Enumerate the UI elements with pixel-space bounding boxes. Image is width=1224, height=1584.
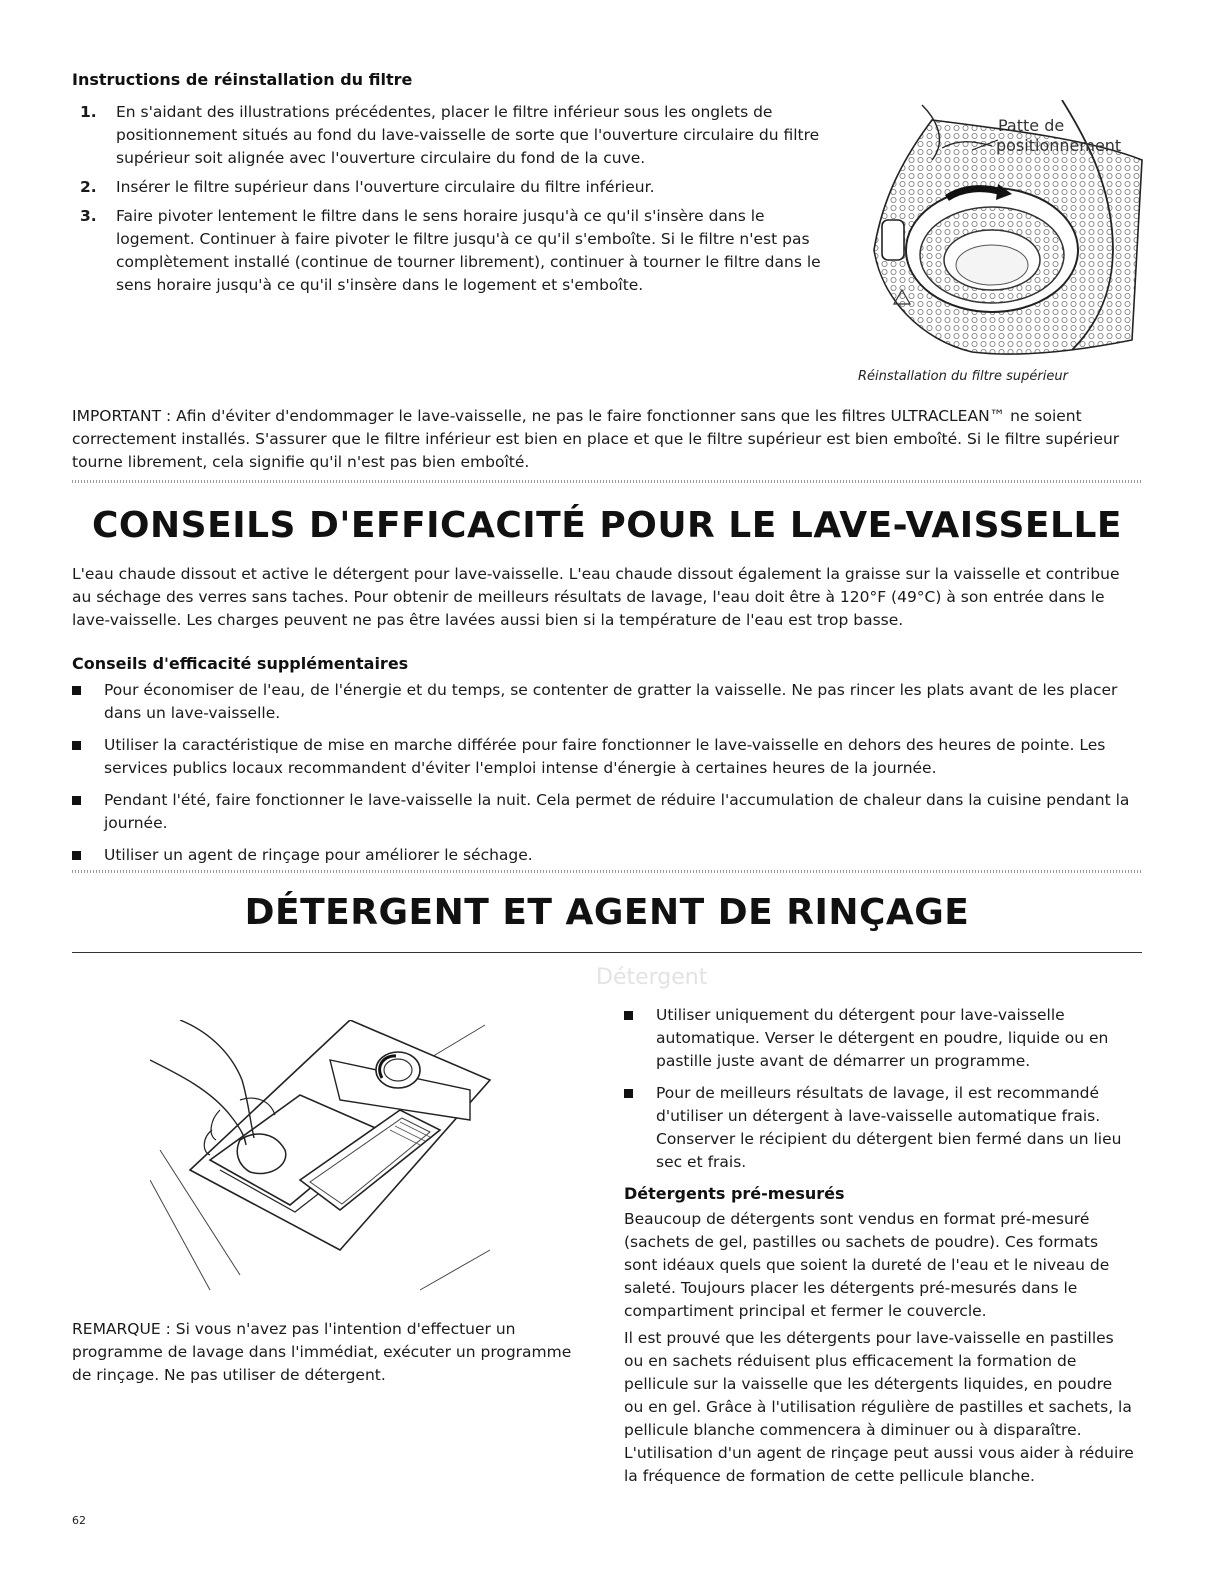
step-number: 3. <box>80 207 97 225</box>
figure-label: positionnement <box>996 136 1122 155</box>
reinstall-heading: Instructions de réinstallation du filtre <box>72 70 413 89</box>
step-number: 2. <box>80 178 97 196</box>
list-item-text: Utiliser uniquement du détergent pour lave-vaisselle automatique. Verser le détergent en poudre, liquide ou en pastille juste avant de démarrer un programme. <box>656 1006 1109 1070</box>
bullet-icon <box>72 851 81 860</box>
important-note: IMPORTANT : Afin d'éviter d'endommager le lave-vaisselle, ne pas le faire fonctionner sans que les filtres ULTRACLEAN™ ne soient correctement installés. S'assurer que le filtre inférieur est bien en place et que le filtre supérieur est bien emboîté. Si le filtre supérieur tourne librement, cela signifie qu'il n'est pas bien emboîté. <box>72 407 1120 471</box>
bullet-icon <box>624 1011 633 1020</box>
list-item-text: Utiliser un agent de rinçage pour améliorer le séchage. <box>104 846 533 864</box>
title-rule <box>72 952 1142 953</box>
list-item-text: Utiliser la caractéristique de mise en marche différée pour faire fonctionner le lave-vaisselle en dehors des heures de pointe. Les services publics locaux recommandent d'éviter l'emploi intense d'énergie à certaines heures de la journée. <box>104 736 1106 777</box>
section-divider <box>72 870 1142 873</box>
step-text: Insérer le filtre supérieur dans l'ouverture circulaire du filtre inférieur. <box>116 178 655 196</box>
premeasured-paragraph: Beaucoup de détergents sont vendus en format pré-mesuré (sachets de gel, pastilles ou sachets de poudre). Ces formats sont idéaux quels que soient la dureté de l'eau et le niveau de saleté. Toujours placer les détergents pré-mesurés dans le compartiment principal et fermer le couvercle. <box>624 1210 1110 1320</box>
list-item <box>624 1082 1134 1174</box>
list-item <box>72 734 1142 780</box>
list-item <box>72 844 1142 867</box>
step-text: Faire pivoter lentement le filtre dans le sens horaire jusqu'à ce qu'il s'insère dans le logement. Continuer à faire pivoter le filtre jusqu'à ce qu'il s'emboîte. Si le filtre n'est pas complètement installé (continue de tourner librement), continuer à tourner le filtre dans le sens horaire jusqu'à ce qu'il s'insère dans le logement et s'emboîte. <box>116 207 821 294</box>
bullet-icon <box>72 796 81 805</box>
bullet-icon <box>624 1089 633 1098</box>
step-number: 1. <box>80 103 97 121</box>
list-item <box>624 1004 1134 1073</box>
ghost-heading: Détergent <box>596 965 708 990</box>
tips-intro: L'eau chaude dissout et active le détergent pour lave-vaisselle. L'eau chaude dissout également la graisse sur la vaisselle et contribue au séchage des verres sans taches. Pour obtenir de meilleurs résultats de lavage, l'eau doit être à 120°F (49°C) à son entrée dans le lave-vaisselle. Les charges peuvent ne pas être lavées aussi bien si la température de l'eau est trop basse. <box>72 565 1120 629</box>
section-title: CONSEILS D'EFFICACITÉ POUR LE LAVE-VAISSELLE <box>92 505 1122 546</box>
step-text: En s'aidant des illustrations précédentes, placer le filtre inférieur sous les onglets de positionnement situés au fond du lave-vaisselle de sorte que l'ouverture circulaire du filtre supérieur soit alignée avec l'ouverture circulaire du fond de la cuve. <box>116 103 820 167</box>
bullet-icon <box>72 741 81 750</box>
premeasured-paragraph: Il est prouvé que les détergents pour lave-vaisselle en pastilles ou en sachets réduisent plus efficacement la formation de pellicule sur la vaisselle que les détergents liquides, en poudre ou en gel. Grâce à l'utilisation régulière de pastilles et sachets, la pellicule blanche commencera à diminuer ou à disparaître. L'utilisation d'un agent de rinçage peut aussi vous aider à réduire la fréquence de formation de cette pellicule blanche. <box>624 1329 1134 1485</box>
remark-note: REMARQUE : Si vous n'avez pas l'intention d'effectuer un programme de lavage dans l'immédiat, exécuter un programme de rinçage. Ne pas utiliser de détergent. <box>72 1320 572 1384</box>
list-item <box>72 176 842 199</box>
list-item-text: Pendant l'été, faire fonctionner le lave-vaisselle la nuit. Cela permet de réduire l'accumulation de chaleur dans la cuisine pendant la journée. <box>104 791 1130 832</box>
figure-label: Patte de <box>998 116 1065 135</box>
list-item <box>72 205 842 297</box>
list-item <box>72 789 1142 835</box>
bullet-icon <box>72 686 81 695</box>
dispenser-illustration <box>150 1020 495 1295</box>
reinstall-steps <box>72 101 842 303</box>
figure-caption: Réinstallation du filtre supérieur <box>858 369 1068 384</box>
section-title: DÉTERGENT ET AGENT DE RINÇAGE <box>244 892 970 933</box>
list-item <box>72 101 842 170</box>
detergent-list <box>624 1004 1134 1183</box>
list-item-text: Pour de meilleurs résultats de lavage, il est recommandé d'utiliser un détergent à lave-vaisselle automatique frais. Conserver le récipient du détergent bien fermé dans un lieu sec et frais. <box>656 1084 1122 1171</box>
premeasured-heading: Détergents pré-mesurés <box>624 1184 845 1203</box>
page-number: 62 <box>72 1514 86 1527</box>
list-item <box>72 679 1142 725</box>
tips-subheading: Conseils d'efficacité supplémentaires <box>72 654 409 673</box>
tips-list <box>72 679 1142 876</box>
section-divider <box>72 480 1142 483</box>
list-item-text: Pour économiser de l'eau, de l'énergie et du temps, se contenter de gratter la vaisselle. Ne pas rincer les plats avant de les placer dans un lave-vaisselle. <box>104 681 1118 722</box>
